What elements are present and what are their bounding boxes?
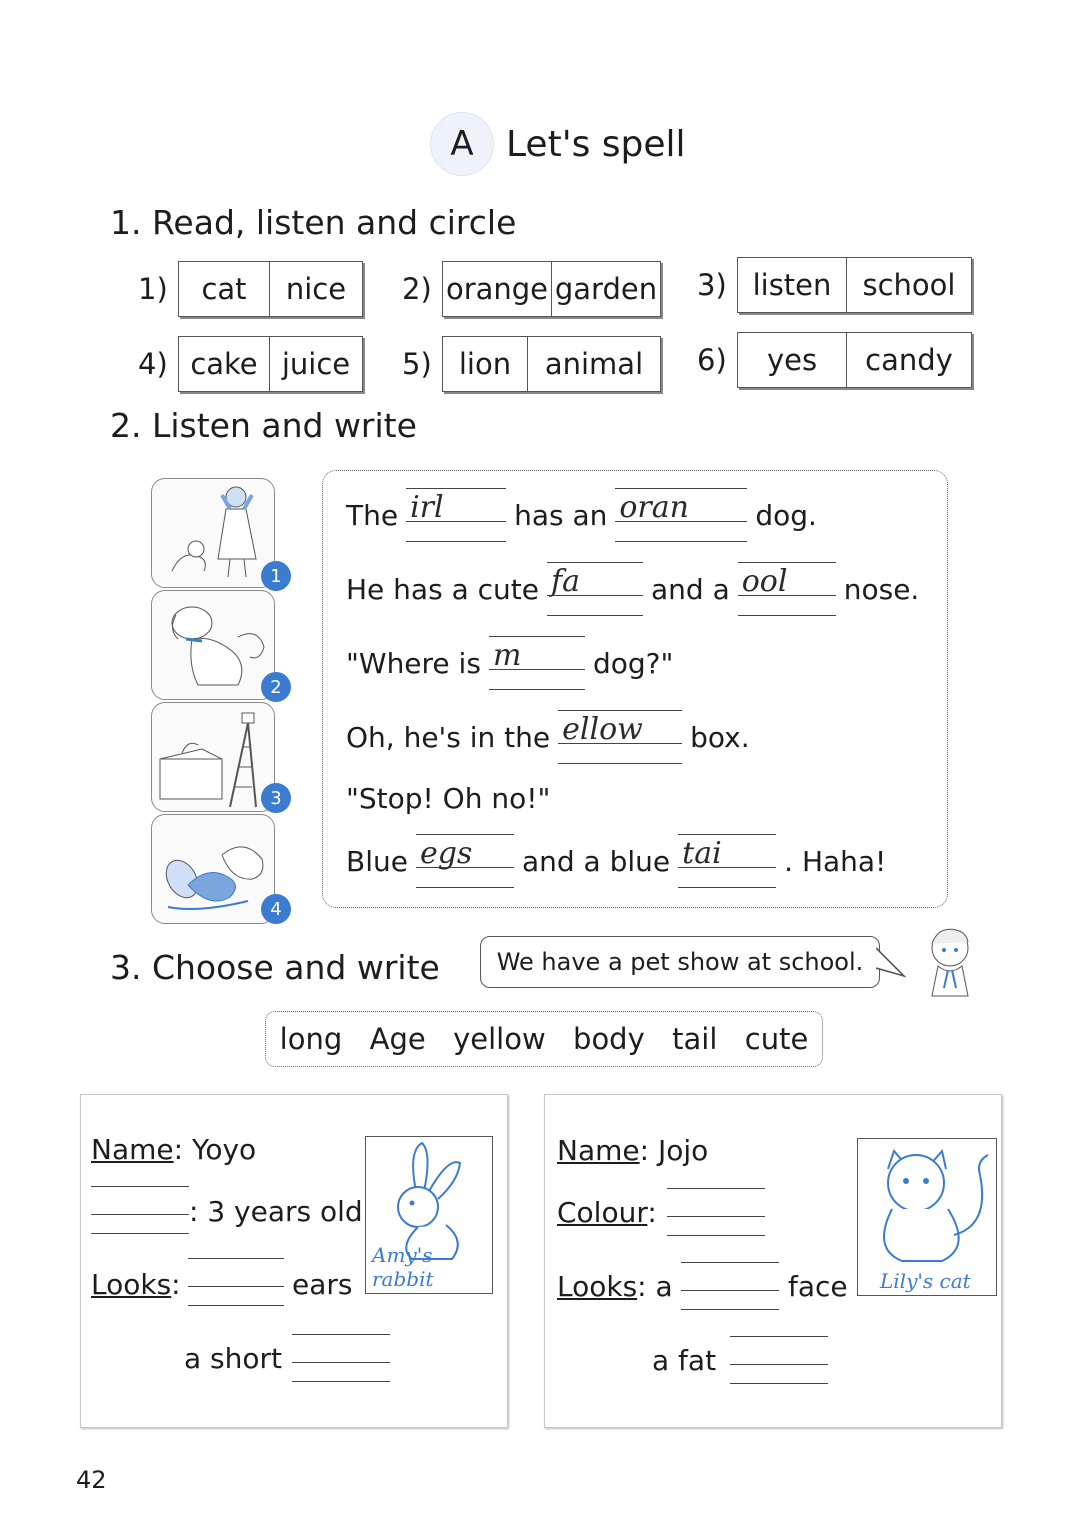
spilled-paint-illustration — [152, 815, 274, 923]
write-blank[interactable] — [615, 488, 747, 542]
write-blank[interactable] — [489, 636, 585, 690]
title-text: Let's spell — [506, 123, 686, 165]
face-text: face — [788, 1270, 848, 1303]
page-title — [430, 112, 686, 176]
picture-number-badge: 1 — [261, 561, 291, 591]
write-blank[interactable] — [678, 834, 776, 888]
word-bank — [265, 1011, 823, 1067]
item-number: 6) — [697, 343, 727, 377]
story-text: nose. — [843, 572, 920, 606]
wordbank-word: tail — [672, 1022, 718, 1056]
word-pair — [442, 336, 661, 392]
ex1-item-6 — [697, 332, 972, 388]
word-pair — [442, 261, 661, 317]
story-line-2 — [346, 562, 919, 616]
story-line-3 — [346, 636, 673, 690]
story-line-5 — [346, 782, 550, 815]
wordbank-word: body — [573, 1022, 645, 1056]
story-text: "Stop! Oh no!" — [346, 782, 551, 815]
name-label: Name — [557, 1134, 640, 1167]
picture-number-badge: 4 — [261, 894, 291, 924]
picture-dog — [151, 590, 275, 700]
ex3-heading: 3. Choose and write — [110, 948, 440, 987]
handwritten-answer: egs — [419, 836, 473, 871]
item-number: 2) — [402, 272, 432, 306]
fat-text: a fat — [652, 1344, 717, 1377]
story-text: He has a cute — [346, 572, 539, 606]
name-label: Name — [91, 1133, 174, 1166]
story-text: "Where is — [346, 646, 481, 680]
short-text: a short — [184, 1342, 283, 1375]
girl-dog-illustration — [152, 479, 274, 587]
section-badge: A — [430, 112, 494, 176]
story-text: and a blue — [521, 844, 671, 878]
story-text: The — [346, 498, 399, 532]
picture-number-badge: 2 — [261, 672, 291, 702]
word-option[interactable]: nice — [285, 272, 347, 306]
write-blank[interactable] — [738, 562, 836, 616]
story-line-1 — [346, 488, 817, 542]
speech-bubble-tail — [876, 944, 906, 980]
word-option[interactable]: animal — [544, 347, 644, 381]
item-number: 5) — [402, 347, 432, 381]
word-option[interactable]: juice — [281, 347, 351, 381]
picture-girl-and-dog — [151, 478, 275, 588]
ex1-item-5 — [402, 336, 661, 392]
looks-line: Looks: — [91, 1268, 181, 1301]
item-number: 4) — [138, 347, 168, 381]
word-pair — [178, 261, 363, 317]
looks-label: Looks — [91, 1268, 172, 1301]
ex1-item-4 — [138, 336, 363, 392]
handwritten-answer: irl — [410, 490, 444, 525]
dog-illustration — [152, 591, 274, 699]
picture-number-badge: 3 — [261, 783, 291, 813]
wordbank-word: yellow — [453, 1022, 546, 1056]
story-text: Oh, he's in the — [346, 720, 551, 754]
boy-avatar — [918, 922, 978, 1018]
colour-blank[interactable] — [667, 1188, 765, 1236]
ears-blank[interactable] — [188, 1258, 284, 1306]
word-pair — [737, 332, 972, 388]
wordbank-word: long — [279, 1022, 343, 1056]
write-blank[interactable] — [406, 488, 506, 542]
word-option[interactable]: lion — [443, 337, 528, 391]
word-pair — [178, 336, 363, 392]
picture-spilled-paint — [151, 814, 275, 924]
handwritten-answer: tai — [682, 836, 722, 871]
write-blank[interactable] — [558, 710, 682, 764]
ex1-item-2 — [402, 261, 661, 317]
word-option[interactable]: cake — [179, 337, 270, 391]
word-option[interactable]: candy — [865, 343, 953, 377]
word-pair — [737, 257, 972, 313]
box-ladder-illustration — [152, 703, 274, 811]
story-text: dog?" — [592, 646, 674, 680]
handwritten-answer: oran — [619, 490, 689, 525]
word-option[interactable]: orange — [443, 262, 552, 316]
page-number: 42 — [76, 1466, 107, 1494]
picture-box-ladder — [151, 702, 275, 812]
colour-label: Colour — [557, 1196, 648, 1229]
write-blank[interactable] — [416, 834, 514, 888]
age-text: : 3 years old — [189, 1195, 363, 1228]
ex1-item-1 — [138, 261, 363, 317]
story-text: box. — [690, 720, 750, 754]
word-option[interactable]: garden — [554, 272, 658, 306]
looks-a: : a — [637, 1270, 673, 1303]
cat-photo — [857, 1138, 997, 1296]
cat-icon — [858, 1139, 996, 1269]
story-text: Blue — [346, 844, 408, 878]
name-line — [91, 1133, 256, 1166]
ears-text: ears — [292, 1268, 353, 1301]
name-line — [557, 1134, 708, 1167]
story-line-4 — [346, 710, 750, 764]
name-value: : Jojo — [639, 1134, 709, 1167]
story-line-6 — [346, 834, 886, 888]
rabbit-photo — [365, 1136, 493, 1294]
colour-line: Colour: — [557, 1196, 657, 1229]
wordbank-word: cute — [744, 1022, 809, 1056]
name-value: : Yoyo — [173, 1133, 257, 1166]
story-text: . Haha! — [784, 844, 887, 878]
write-blank[interactable] — [547, 562, 643, 616]
photo-caption: Amy's rabbit — [372, 1243, 434, 1291]
looks-label: Looks — [557, 1270, 638, 1303]
item-number: 3) — [697, 268, 727, 302]
word-option[interactable]: listen — [738, 258, 847, 312]
handwritten-answer: m — [492, 638, 522, 673]
story-text: dog. — [755, 498, 817, 532]
ex1-item-3 — [697, 257, 972, 313]
story-text: and a — [650, 572, 730, 606]
word-option[interactable]: cat — [179, 262, 270, 316]
handwritten-answer: ool — [741, 564, 788, 599]
age-blank[interactable] — [91, 1186, 189, 1234]
item-number: 1) — [138, 272, 168, 306]
handwritten-answer: ellow — [562, 712, 643, 747]
ex1-heading: 1. Read, listen and circle — [110, 203, 517, 242]
word-option[interactable]: yes — [738, 333, 847, 387]
tail-blank[interactable] — [292, 1334, 390, 1382]
word-option[interactable]: school — [862, 268, 956, 302]
ex2-heading: 2. Listen and write — [110, 406, 417, 445]
speech-bubble: We have a pet show at school. — [480, 936, 880, 988]
face-blank[interactable] — [681, 1262, 779, 1310]
wordbank-word: Age — [369, 1022, 426, 1056]
photo-caption: Lily's cat — [880, 1269, 971, 1293]
body-blank[interactable] — [730, 1336, 828, 1384]
looks-line — [557, 1270, 673, 1303]
handwritten-answer: fa — [550, 564, 580, 599]
story-text: has an — [514, 498, 608, 532]
